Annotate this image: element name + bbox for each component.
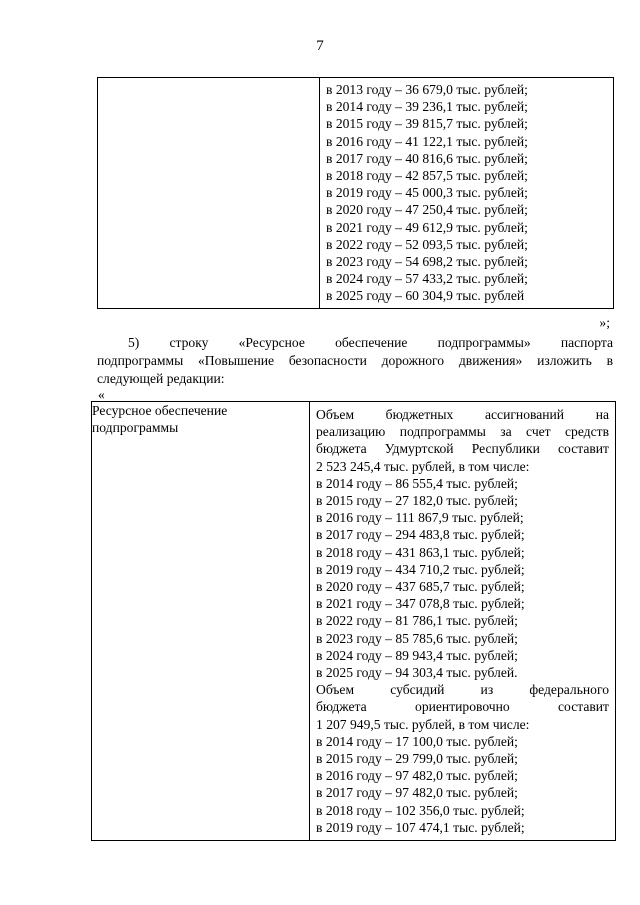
list-item: в 2019 году – 45 000,3 тыс. рублей; (326, 185, 528, 201)
funding-table-continued (97, 77, 614, 309)
list-item: в 2018 году – 42 857,5 тыс. рублей; (326, 168, 528, 184)
text-line: 1 207 949,5 тыс. рублей, в том числе: (316, 716, 530, 732)
list-item: в 2025 году – 94 303,4 тыс. рублей. (316, 665, 518, 681)
paragraph-line: подпрограммы «Повышение безопасности дорожного движения» изложить в (97, 353, 613, 368)
text-line: Объем субсидий из федерального (316, 682, 609, 698)
list-item: в 2018 году – 431 863,1 тыс. рублей; (316, 544, 525, 560)
closing-quote: »; (599, 315, 610, 330)
list-item: в 2016 году – 97 482,0 тыс. рублей; (316, 768, 518, 784)
text-line: реализацию подпрограммы за счет средств (316, 424, 609, 440)
list-item: в 2024 году – 57 433,2 тыс. рублей; (326, 271, 528, 287)
text-line: 2 523 245,4 тыс. рублей, в том числе: (316, 458, 530, 474)
list-item: в 2017 году – 40 816,6 тыс. рублей; (326, 150, 528, 166)
list-item: в 2016 году – 111 867,9 тыс. рублей; (316, 510, 524, 526)
list-item: в 2023 году – 54 698,2 тыс. рублей; (326, 254, 528, 270)
list-item: в 2022 году – 81 786,1 тыс. рублей; (316, 613, 518, 629)
list-item: в 2021 году – 49 612,9 тыс. рублей; (326, 219, 528, 235)
row-label: Ресурсное обеспечение подпрограммы (92, 402, 310, 841)
list-item: в 2017 году – 97 482,0 тыс. рублей; (316, 785, 518, 801)
paragraph-line: 5) строку «Ресурсное обеспечение подпрограммы» паспорта (128, 335, 613, 350)
text-line: бюджета ориентировочно составит (316, 699, 609, 715)
list-item: в 2018 году – 102 356,0 тыс. рублей; (316, 802, 525, 818)
list-item: в 2017 году – 294 483,8 тыс. рублей; (316, 527, 525, 543)
list-item: в 2019 году – 107 474,1 тыс. рублей; (316, 819, 525, 835)
page-number: 7 (316, 38, 324, 54)
resource-provision-table (91, 401, 616, 841)
opening-quote: « (98, 387, 105, 402)
paragraph-line: следующей редакции: (97, 371, 225, 386)
list-item: в 2014 году – 39 236,1 тыс. рублей; (326, 99, 528, 115)
list-item: в 2014 году – 86 555,4 тыс. рублей; (316, 475, 518, 491)
list-item: в 2021 году – 347 078,8 тыс. рублей; (316, 596, 525, 612)
list-item: в 2015 году – 29 799,0 тыс. рублей; (316, 751, 518, 767)
list-item: в 2023 году – 85 785,6 тыс. рублей; (316, 630, 518, 646)
text-line: бюджета Удмуртской Республики составит (316, 441, 609, 457)
table-row (98, 78, 614, 309)
list-item: в 2015 году – 27 182,0 тыс. рублей; (316, 493, 518, 509)
list-item: в 2013 году – 36 679,0 тыс. рублей; (326, 82, 528, 97)
table-row (92, 402, 616, 841)
list-item: в 2020 году – 47 250,4 тыс. рублей; (326, 202, 528, 218)
list-item: в 2024 году – 89 943,4 тыс. рублей; (316, 647, 518, 663)
list-item: в 2019 году – 434 710,2 тыс. рублей; (316, 561, 525, 577)
list-item: в 2016 году – 41 122,1 тыс. рублей; (326, 133, 528, 149)
list-item: в 2014 году – 17 100,0 тыс. рублей; (316, 733, 518, 749)
table1-right-cell (320, 78, 614, 309)
list-item: в 2020 году – 437 685,7 тыс. рублей; (316, 579, 525, 595)
list-item: в 2015 году – 39 815,7 тыс. рублей; (326, 116, 528, 132)
row-value (310, 402, 616, 841)
list-item: в 2022 году – 52 093,5 тыс. рублей; (326, 236, 528, 252)
list-item: в 2025 году – 60 304,9 тыс. рублей (326, 288, 525, 304)
text-line: Объем бюджетных ассигнований на (316, 407, 609, 422)
table1-left-cell (98, 78, 320, 309)
